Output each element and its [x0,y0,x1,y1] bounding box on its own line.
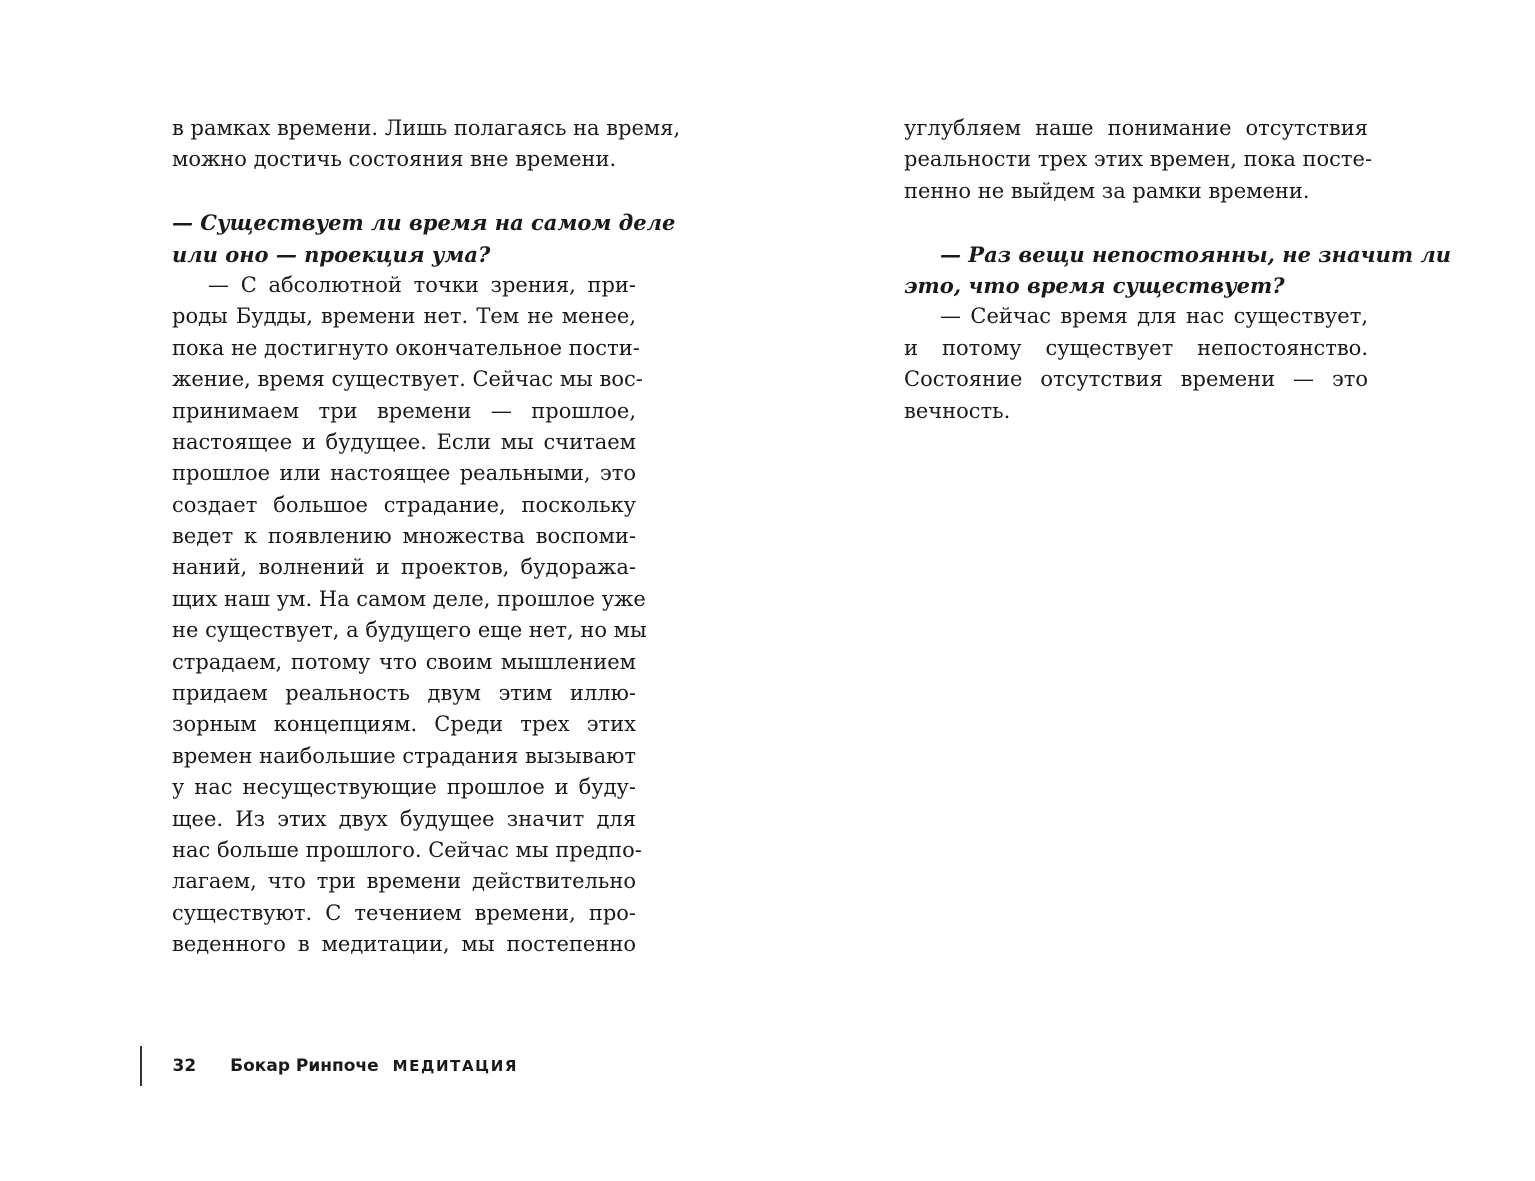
answer-line: принимаем три времени — прошлое, [172,398,636,423]
left-page [0,0,767,1181]
text-line: углубляем наше понимание отсутствия [904,116,1368,140]
answer-line: — Сейчас время для нас существует, [940,304,1368,329]
answer-line: пока не достигнуто окончательное пости- [172,335,640,360]
text-line: реальности трех этих времен, пока посте- [904,147,1373,172]
paragraph-gap [904,207,1368,238]
answer-line: не существует, а будущего еще нет, но мы [172,618,647,643]
answer-line: у нас несуществующие прошлое и буду- [172,775,636,800]
question-line: — Существует ли время на самом деле [172,210,676,236]
footer-rule [140,1046,142,1086]
right-page [767,0,1535,1181]
text-line: в рамках времени. Лишь полагаясь на время, [172,116,681,140]
answer-line: щее. Из этих двух будущее значит для [172,806,636,831]
text-line: пенно не выйдем за рамки времени. [904,178,1310,203]
text-line: можно достичь состояния вне времени. [172,147,617,172]
answer-line: роды Будды, времени нет. Тем не менее, [172,304,636,329]
answer-line: — С абсолютной точки зрения, при- [208,272,636,297]
answer-line: прошлое или настоящее реальными, это [172,461,636,486]
paragraph-gap [172,176,636,207]
answer-line: нас больше прошлого. Сейчас мы предпо- [172,837,642,862]
question-line: или оно — проекция ума? [172,241,491,267]
answer-line: лагаем, что три времени действительно [172,869,636,894]
question-line: это, что время существует? [904,272,1285,298]
right-text-column [904,113,1452,427]
answer-line: щих наш ум. На самом деле, прошлое уже [172,586,646,611]
answer-line: зорным концепциям. Среди трех этих [172,712,636,737]
answer-line: существуют. С течением времени, про- [172,900,636,925]
answer-line: веденного в медитации, мы постепенно [172,932,636,957]
answer-line: придаем реальность двум этим иллю- [172,681,636,706]
answer-line: и потому существует непостоянство. [904,335,1368,360]
answer-line: страдаем, потому что своим мышлением [172,649,636,674]
answer-line: наний, волнений и проектов, будоража- [172,555,636,580]
answer-line: времен наибольшие страдания вызывают [172,743,636,768]
page-number: 32 [172,1056,197,1076]
question-line: — Раз вещи непостоянны, не значит ли [940,241,1452,267]
answer-line: создает большое страдание, поскольку [172,492,636,517]
running-footer [140,1046,518,1086]
answer-line: ведет к появлению множества воспоми- [172,524,636,549]
answer-line: Состояние отсутствия времени — это [904,367,1368,392]
answer-line: вечность. [904,398,1011,423]
left-text-column [172,113,681,961]
answer-line: жение, время существует. Сейчас мы вос- [172,367,643,392]
answer-line: настоящее и будущее. Если мы считаем [172,429,636,454]
author-name: Бокар Ринпоче [230,1056,379,1076]
book-title: МЕДИТАЦИЯ [392,1057,519,1075]
